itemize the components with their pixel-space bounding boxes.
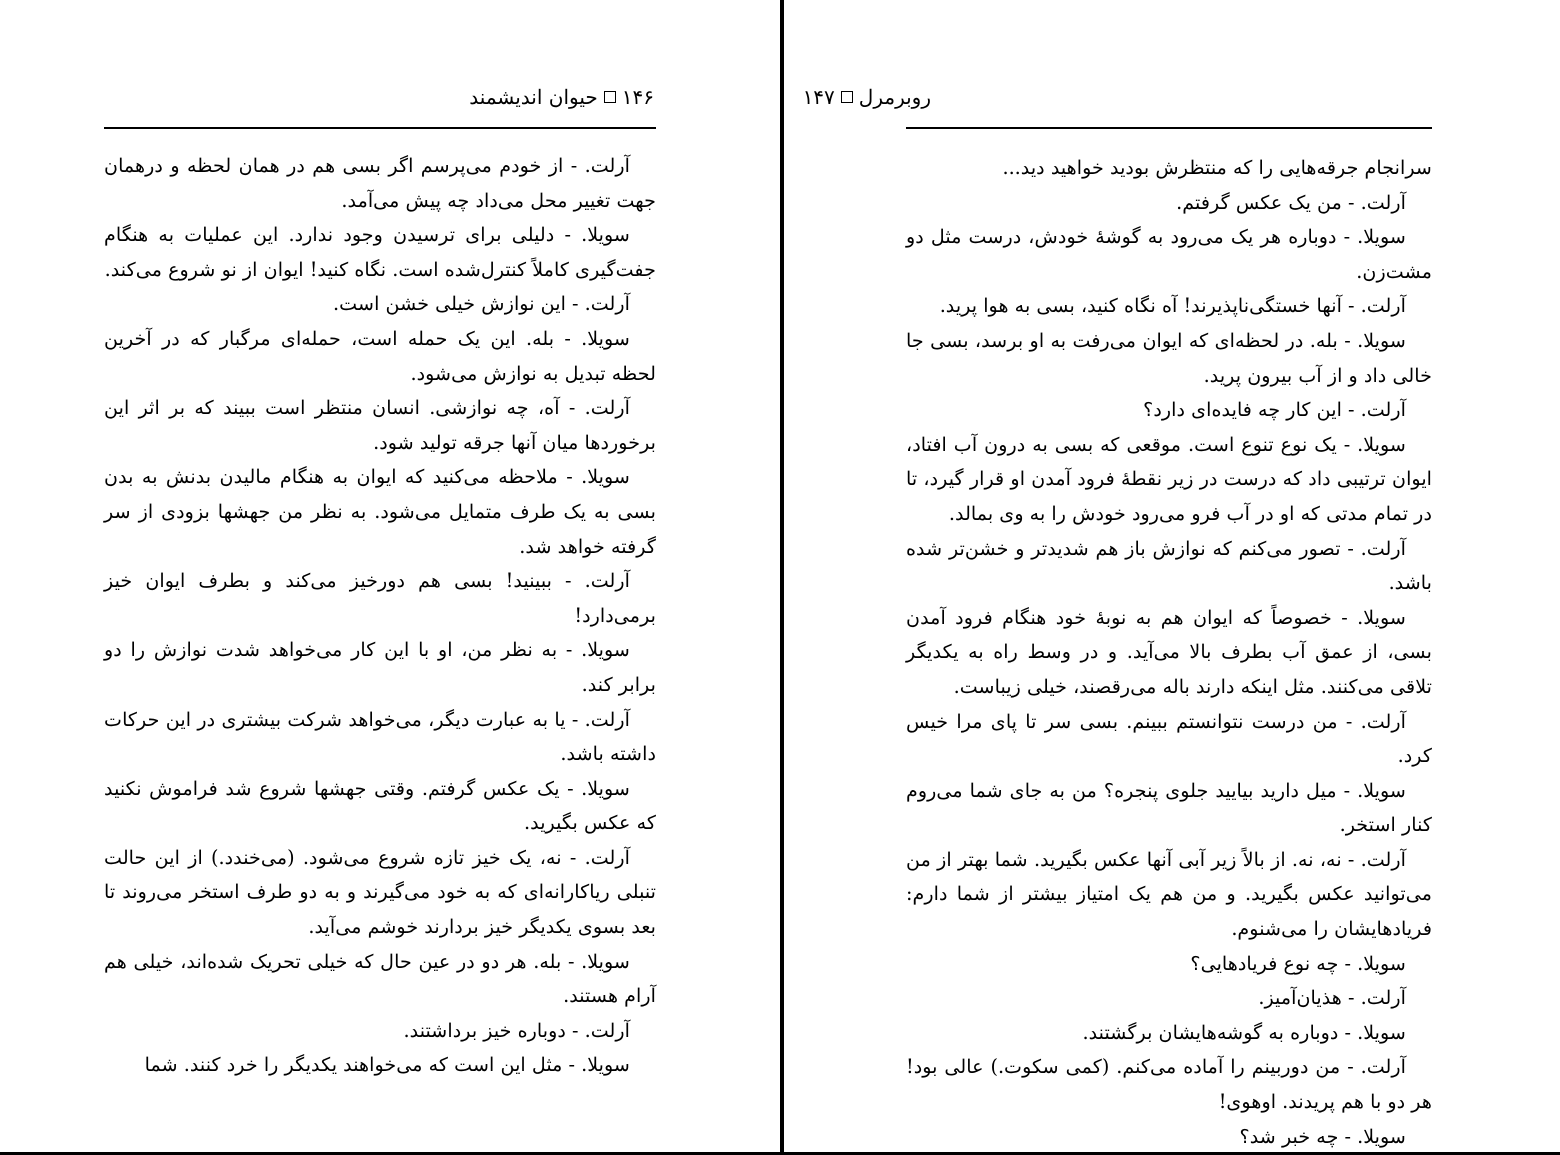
paragraph: آرلت. - دوباره خیز برداشتند. xyxy=(403,1018,630,1042)
paragraph: سویلا. - چه نوع فریادهایی؟ xyxy=(1190,951,1406,975)
right-header-rule xyxy=(906,127,1432,129)
paragraph: سویلا. - به نظر من، او با این کار می‌خواهد شدت نوازش را دو برابر کند. xyxy=(104,638,656,696)
right-page xyxy=(784,0,1560,1155)
paragraph: آرلت. - من یک عکس گرفتم. xyxy=(1176,190,1406,214)
paragraph: آرلت. - تصور می‌کنم که نوازش باز هم شدیدتر و خشن‌تر شده باشد. xyxy=(906,536,1432,595)
paragraph: آرلت. - آه، چه نوازشی. انسان منتظر است ببیند که بر اثر این برخوردها میان آنها جرقه تولید شود. xyxy=(104,396,656,454)
paragraph: آرلت. - این کار چه فایده‌ای دارد؟ xyxy=(1143,398,1406,422)
paragraph: سویلا. - دوباره به گوشه‌هایشان برگشتند. xyxy=(1082,1020,1406,1044)
paragraph: سویلا. - یک نوع تنوع است. موقعی که بسی به درون آب افتاد، ایوان ترتیبی داد که درست در زیر نقطهٔ فرود آمدن او قرار گیرد، تا در تمام مدتی که او در آب فرو می‌رود خودش را به وی بمالد. xyxy=(906,432,1432,525)
paragraph: سرانجام جرقه‌هایی را که منتظرش بودید خواهید دید... xyxy=(1002,156,1432,179)
paragraph: سویلا. - چه خبر شد؟ xyxy=(1239,1124,1406,1148)
paragraph: سویلا. - بله. در لحظه‌ای که ایوان می‌رفت به او برسد، بسی جا خالی داد و از آب بیرون پرید. xyxy=(906,328,1432,387)
paragraph: سویلا. - مثل این است که می‌خواهند یکدیگر را خرد کنند. شما xyxy=(144,1053,630,1077)
paragraph: سویلا. - دوباره هر یک می‌رود به گوشهٔ خودش، درست مثل دو مشت‌زن. xyxy=(906,225,1432,283)
right-page-number: ۱۴۷ xyxy=(802,85,835,109)
paragraph: آرلت. - نه، یک خیز تازه شروع می‌شود. (می‌خندد.) از این حالت تنبلی ریاکارانه‌ای که به خود می‌گیرند و به دو طرف استخر می‌روند تا بعد بسوی یکدیگر خیز بردارند خوشم می‌آید. xyxy=(104,845,656,939)
paragraph: سویلا. - دلیلی برای ترسیدن وجود ندارد. این عملیات به هنگام جفت‌گیری کاملاً کنترل‌شده است. نگاه کنید! ایوان از نو شروع می‌کند. xyxy=(104,223,656,281)
right-author-name: روبرمرل xyxy=(858,85,931,109)
left-book-title: حیوان اندیشمند xyxy=(469,85,598,109)
paragraph: سویلا. - خصوصاً که ایوان هم به نوبهٔ خود هنگام فرود آمدن بسی، از عمق آب بطرف بالا می‌آید. و در وسط راه به یکدیگر تلاقی می‌کنند. مثل اینکه دارند باله می‌رقصند، خیلی زیباست. xyxy=(906,605,1432,698)
paragraph: آرلت. - از خودم می‌پرسم اگر بسی هم در همان لحظه و درهمان جهت تغییر محل می‌داد چه پیش می‌آمد. xyxy=(104,154,656,212)
paragraph: آرلت. - من درست نتوانستم ببینم. بسی سر تا پای مرا خیس کرد. xyxy=(906,709,1432,768)
paragraph: آرلت. - نه، نه. از بالاً زیر آبی آنها عکس بگیرید. شما بهتر از من می‌توانید عکس بگیرید. و من هم یک امتیاز بیشتر از شما دارم: فریادهایشان را می‌شنوم. xyxy=(906,847,1432,941)
paragraph: آرلت. - یا به عبارت دیگر، می‌خواهد شرکت بیشتری در این حرکات داشته باشد. xyxy=(104,707,656,766)
paragraph: آرلت. - من دوربینم را آماده می‌کنم. (کمی سکوت.) عالی بود! هر دو با هم پریدند. اوهوی! xyxy=(906,1055,1432,1114)
left-header-rule xyxy=(104,127,656,129)
paragraph: سویلا. - ملاحظه می‌کنید که ایوان به هنگام مالیدن بدنش به بدن بسی به یک طرف متمایل می‌شود. به نظر من جهشها بزودی از سر گرفته خواهد شد. xyxy=(104,465,656,558)
paragraph: آرلت. - آنها خستگی‌ناپذیرند! آه نگاه کنید، بسی به هوا پرید. xyxy=(939,294,1406,318)
right-running-head xyxy=(803,85,931,109)
right-body-text xyxy=(906,151,1432,1154)
paragraph: آرلت. - این نوازش خیلی خشن است. xyxy=(333,292,630,316)
square-ornament-icon xyxy=(604,91,616,103)
left-body-text xyxy=(104,149,656,1083)
paragraph: سویلا. - بله. این یک حمله است، حمله‌ای مرگبار که در آخرین لحظه تبدیل به نوازش می‌شود. xyxy=(104,326,656,385)
paragraph: سویلا. - میل دارید بیایید جلوی پنجره؟ من به جای شما می‌روم کنار استخر. xyxy=(906,778,1432,837)
paragraph: آرلت. - ببینید! بسی هم دورخیز می‌کند و بطرف ایوان خیز برمی‌دارد! xyxy=(104,569,656,627)
square-ornament-icon xyxy=(841,91,853,103)
paragraph: سویلا. - بله. هر دو در عین حال که خیلی تحریک شده‌اند، خیلی هم آرام هستند. xyxy=(104,949,656,1008)
paragraph: سویلا. - یک عکس گرفتم. وقتی جهشها شروع شد فراموش نکنید که عکس بگیرید. xyxy=(104,776,656,835)
left-page-number: ۱۴۶ xyxy=(621,85,654,109)
left-running-head xyxy=(469,85,654,109)
paragraph: آرلت. - هذیان‌آمیز. xyxy=(1258,986,1406,1010)
